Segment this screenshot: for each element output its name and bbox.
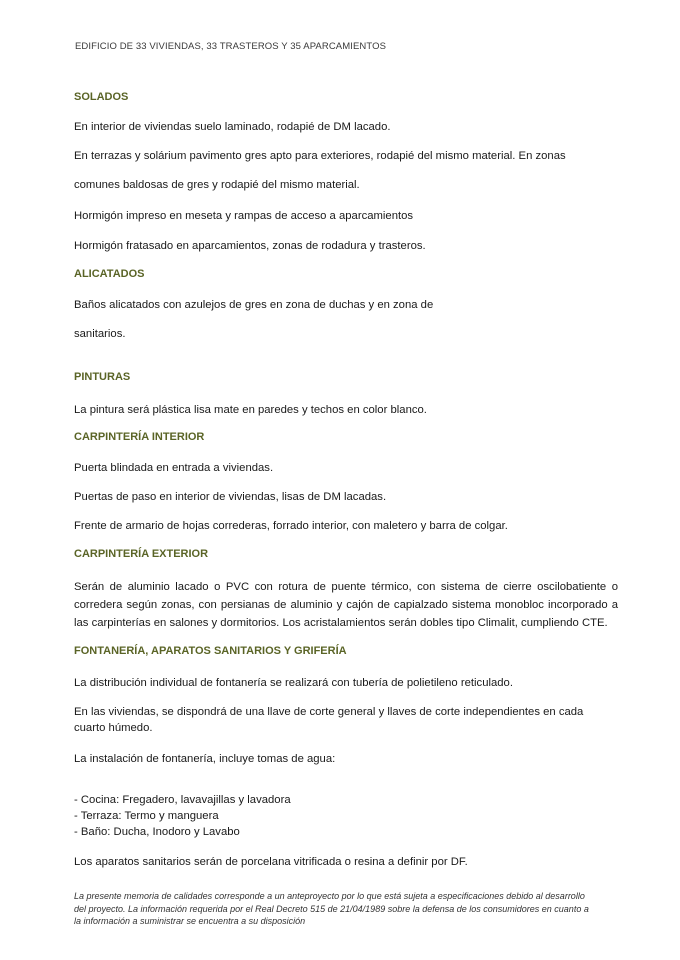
carpinteria-interior-paragraph: Frente de armario de hojas correderas, forrado interior, con maletero y barra de colgar. [74,520,508,532]
pinturas-paragraph: La pintura será plástica lisa mate en paredes y techos en color blanco. [74,404,427,416]
section-title-fontaneria: FONTANERÍA, APARATOS SANITARIOS Y GRIFERÍA [74,645,347,657]
solados-paragraph: Hormigón fratasado en aparcamientos, zonas de rodadura y trasteros. [74,240,426,252]
footer-disclaimer [74,890,620,928]
carpinteria-interior-paragraph: Puerta blindada en entrada a viviendas. [74,462,274,474]
carpinteria-interior-paragraph: Puertas de paso en interior de viviendas, lisas de DM lacadas. [74,491,387,503]
solados-paragraph: comunes baldosas de gres y rodapié del mismo material. [74,179,360,191]
fontaneria-list-item: - Baño: Ducha, Inodoro y Lavabo [74,826,240,838]
footer-line: La presente memoria de calidades corresponde a un anteproyecto por lo que está sujeta a especificaciones debido al desarrollo [74,891,585,901]
fontaneria-paragraph: En las viviendas, se dispondrá de una llave de corte general y llaves de corte independientes en cada [74,706,584,718]
fontaneria-list-item: - Cocina: Fregadero, lavavajillas y lavadora [74,794,291,806]
fontaneria-paragraph: La instalación de fontanería, incluye tomas de agua: [74,753,336,765]
solados-paragraph: En interior de viviendas suelo laminado, rodapié de DM lacado. [74,121,391,133]
carpinteria-exterior-paragraph: Serán de aluminio lacado o PVC con rotura de puente térmico, con sistema de cierre oscilobatiente o corredera según zonas, con persianas de aluminio y cajón de capialzado sistema monobloc incorporado a las carpinterías en salones y dormitorios. Los acristalamientos serán dobles tipo Climalit, cumpliendo CTE. [74,581,618,629]
fontaneria-list-item: - Terraza: Termo y manguera [74,810,219,822]
section-title-pinturas: PINTURAS [74,371,131,383]
section-title-carpinteria-exterior: CARPINTERÍA EXTERIOR [74,548,209,560]
footer-line: la información a suministrar se encuentra a su disposición [74,916,306,926]
fontaneria-paragraph: cuarto húmedo. [74,722,153,734]
fontaneria-paragraph: La distribución individual de fontanería se realizará con tubería de polietileno reticulado. [74,677,513,689]
alicatados-paragraph: sanitarios. [74,328,126,340]
section-title-carpinteria-interior: CARPINTERÍA INTERIOR [74,431,205,443]
solados-paragraph: En terrazas y solárium pavimento gres apto para exteriores, rodapié del mismo material. En zonas [74,150,566,162]
solados-paragraph: Hormigón impreso en meseta y rampas de acceso a aparcamientos [74,210,414,222]
fontaneria-paragraph: Los aparatos sanitarios serán de porcelana vitrificada o resina a definir por DF. [74,856,468,868]
document-header: EDIFICIO DE 33 VIVIENDAS, 33 TRASTEROS Y 35 APARCAMIENTOS [75,41,387,52]
section-title-alicatados: ALICATADOS [74,268,145,280]
section-title-solados: SOLADOS [74,91,129,103]
alicatados-paragraph: Baños alicatados con azulejos de gres en zona de duchas y en zona de [74,299,434,311]
footer-line: del proyecto. La información requerida por el Real Decreto 515 de 21/04/1989 sobre la defensa de los consumidores en cuanto a [74,903,589,914]
